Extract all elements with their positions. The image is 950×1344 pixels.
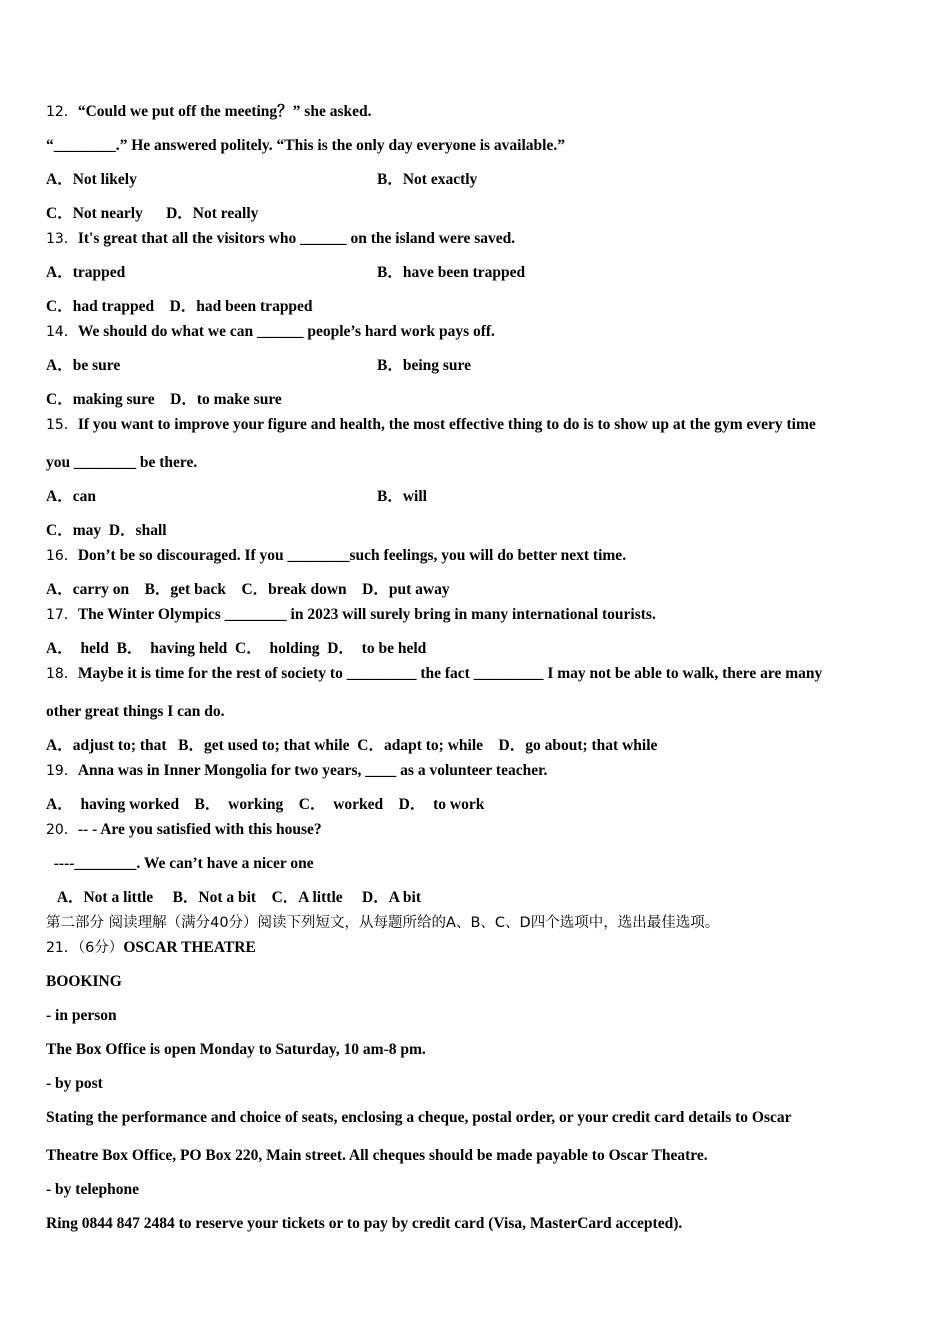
by-post-label: - by post <box>46 1075 103 1092</box>
section-heading: 第二部分 阅读理解（满分40分）阅读下列短文，从每题所给的A、B、C、D四个选项中，选出最佳选项。 <box>46 915 720 931</box>
question-18-stem: 18．Maybe it is time for the rest of society to _________ the fact _________ I may not be able to walk, there are many <box>46 665 823 682</box>
question-number: 18． <box>46 666 78 682</box>
question-number: 19． <box>46 763 78 779</box>
score: （6分） <box>77 940 124 956</box>
options: A．Not a little B．Not a bit C．A little D．A bit <box>46 889 421 906</box>
question-14-stem: 14．We should do what we can ______ people’s hard work pays off. <box>46 323 495 340</box>
option-a: A．trapped <box>46 264 126 281</box>
question-number: 12． <box>46 104 78 120</box>
options: A． held B． having held C． holding D． to be held <box>46 640 427 657</box>
question-18-line2: other great things I can do. <box>46 703 225 720</box>
question-16-stem: 16．Don’t be so discouraged. If you ________such feelings, you will do better next time. <box>46 547 627 564</box>
options-c-d: C．may D．shall <box>46 522 167 539</box>
option-a: A．can <box>46 488 96 505</box>
question-number: 15． <box>46 417 78 433</box>
question-number: 14． <box>46 324 78 340</box>
question-number: 21． <box>46 940 78 956</box>
post-text-line1: Stating the performance and choice of seats, enclosing a cheque, postal order, or your credit card details to Oscar <box>46 1109 792 1126</box>
question-12-line2: “________.” He answered politely. “This is the only day everyone is available.” <box>46 137 565 154</box>
question-20-line2: ----________. We can’t have a nicer one <box>46 855 314 872</box>
option-b: B．will <box>377 488 427 505</box>
options: A．carry on B．get back C．break down D．put away <box>46 581 450 598</box>
question-17-stem: 17．The Winter Olympics ________ in 2023 will surely bring in many international tourists. <box>46 606 656 623</box>
question-20-stem: 20．-- - Are you satisfied with this house? <box>46 821 322 838</box>
in-person-label: - in person <box>46 1007 117 1024</box>
question-number: 13． <box>46 231 78 247</box>
by-telephone-label: - by telephone <box>46 1181 139 1198</box>
booking-heading: BOOKING <box>46 973 122 990</box>
question-13-stem: 13．It's great that all the visitors who ______ on the island were saved. <box>46 230 516 247</box>
question-15-stem: 15．If you want to improve your figure and health, the most effective thing to do is to show up at the gym every time <box>46 416 816 433</box>
question-19-stem: 19．Anna was in Inner Mongolia for two years, ____ as a volunteer teacher. <box>46 762 548 779</box>
options: A．adjust to; that B．get used to; that while C．adapt to; while D．go about; that while <box>46 737 658 754</box>
question-21-title: 21．（6分）OSCAR THEATRE <box>46 939 256 956</box>
question-number: 17． <box>46 607 78 623</box>
box-office-text: The Box Office is open Monday to Saturday, 10 am-8 pm. <box>46 1041 426 1058</box>
options-c-d: C．Not nearly D．Not really <box>46 205 259 222</box>
question-number: 16． <box>46 548 78 564</box>
option-b: B．Not exactly <box>377 171 478 188</box>
option-b: B．have been trapped <box>377 264 526 281</box>
question-15-line2: you ________ be there. <box>46 454 198 471</box>
options-c-d: C．making sure D．to make sure <box>46 391 282 408</box>
question-number: 20． <box>46 822 78 838</box>
options-c-d: C．had trapped D．had been trapped <box>46 298 313 315</box>
option-a: A．be sure <box>46 357 121 374</box>
post-text-line2: Theatre Box Office, PO Box 220, Main street. All cheques should be made payable to Oscar Theatre. <box>46 1147 708 1164</box>
question-12-stem: 12．“Could we put off the meeting？” she asked. <box>46 103 372 120</box>
option-b: B．being sure <box>377 357 472 374</box>
option-a: A．Not likely <box>46 171 137 188</box>
options: A． having worked B． working C． worked D． to work <box>46 796 485 813</box>
telephone-text: Ring 0844 847 2484 to reserve your tickets or to pay by credit card (Visa, MasterCard accepted). <box>46 1215 683 1232</box>
